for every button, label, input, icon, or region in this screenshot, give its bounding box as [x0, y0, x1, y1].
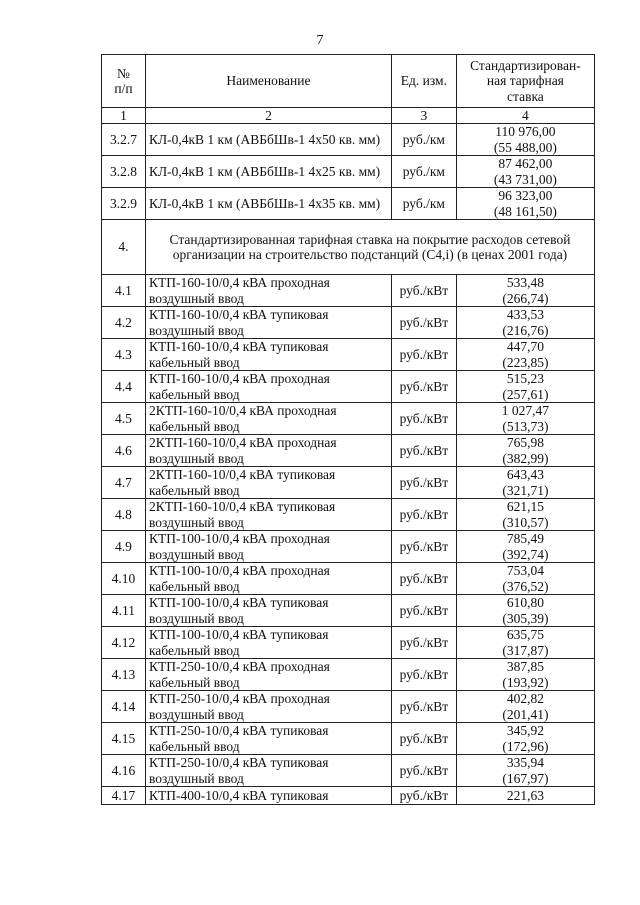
row-number: 4.8 — [102, 499, 146, 531]
row-name: КТП-250-10/0,4 кВА проходная кабельный ввод — [145, 659, 391, 691]
rate-value: 335,94 — [506, 755, 544, 770]
rate-value-sub: (310,57) — [502, 514, 549, 530]
rate-cell — [456, 188, 594, 220]
rate-cell — [456, 124, 594, 156]
header-rate: Стандартизирован- ная тарифная ставка — [456, 55, 594, 108]
row-unit: руб./км — [391, 156, 456, 188]
table-header-row — [102, 55, 595, 108]
row-name: КТП-250-10/0,4 кВА проходная воздушный ввод — [145, 691, 391, 723]
row-unit: руб./км — [391, 124, 456, 156]
row-unit: руб./кВт — [391, 467, 456, 499]
rate-value: 753,04 — [506, 563, 544, 578]
row-number: 3.2.7 — [102, 124, 146, 156]
row-name: КЛ-0,4кВ 1 км (АВБбШв-1 4х50 кв. мм) — [145, 124, 391, 156]
row-unit: руб./кВт — [391, 755, 456, 787]
section-number: 4. — [102, 220, 146, 275]
rate-cell — [456, 339, 594, 371]
rate-cell — [456, 467, 594, 499]
table-row — [102, 691, 595, 723]
rate-value-sub: (201,41) — [502, 706, 549, 722]
rate-value-sub: (172,96) — [502, 738, 549, 754]
row-name: КТП-160-10/0,4 кВА проходная кабельный ввод — [145, 371, 391, 403]
table-row — [102, 723, 595, 755]
row-number: 4.9 — [102, 531, 146, 563]
rate-cell — [456, 156, 594, 188]
row-name: КТП-250-10/0,4 кВА тупиковая кабельный ввод — [145, 723, 391, 755]
rate-cell — [456, 659, 594, 691]
rate-cell — [456, 307, 594, 339]
table-row — [102, 595, 595, 627]
table-row — [102, 755, 595, 787]
rate-value-sub: (392,74) — [502, 546, 549, 562]
row-unit: руб./кВт — [391, 595, 456, 627]
row-unit: руб./кВт — [391, 659, 456, 691]
row-unit: руб./кВт — [391, 339, 456, 371]
row-unit: руб./кВт — [391, 723, 456, 755]
header-unit: Ед. изм. — [391, 55, 456, 108]
rate-value-sub: (55 488,00) — [493, 139, 557, 155]
row-number: 4.4 — [102, 371, 146, 403]
row-unit: руб./кВт — [391, 691, 456, 723]
rate-value-sub: (257,61) — [502, 386, 549, 402]
rate-value: 110 976,00 — [495, 124, 556, 139]
header-name: Наименование — [145, 55, 391, 108]
column-index: 3 — [391, 108, 456, 124]
row-unit: руб./кВт — [391, 371, 456, 403]
row-name: 2КТП-160-10/0,4 кВА тупиковая воздушный ввод — [145, 499, 391, 531]
rate-cell — [456, 499, 594, 531]
row-name: 2КТП-160-10/0,4 кВА проходная воздушный ввод — [145, 435, 391, 467]
column-index: 2 — [145, 108, 391, 124]
rate-value-sub: (193,92) — [502, 674, 549, 690]
table-row — [102, 659, 595, 691]
row-number: 4.10 — [102, 563, 146, 595]
rate-cell — [456, 723, 594, 755]
row-unit: руб./кВт — [391, 627, 456, 659]
rate-value: 635,75 — [506, 627, 544, 642]
rate-value-sub: (317,87) — [502, 642, 549, 658]
rate-value-sub: (321,71) — [502, 482, 549, 498]
rate-value-sub: (376,52) — [502, 578, 549, 594]
row-unit: руб./кВт — [391, 435, 456, 467]
rate-value: 765,98 — [506, 435, 544, 450]
table-row — [102, 188, 595, 220]
rate-value: 433,53 — [506, 307, 544, 322]
table-row — [102, 124, 595, 156]
row-name: КТП-160-10/0,4 кВА тупиковая кабельный ввод — [145, 339, 391, 371]
row-unit: руб./кВт — [391, 275, 456, 307]
rate-cell — [456, 595, 594, 627]
row-unit: руб./кВт — [391, 531, 456, 563]
rate-value: 402,82 — [506, 691, 544, 706]
section-title: Стандартизированная тарифная ставка на покрытие расходов сетевой организации на строительство подстанций (С4,i) (в ценах 2001 года) — [145, 220, 594, 275]
row-number: 4.3 — [102, 339, 146, 371]
rate-cell — [456, 691, 594, 723]
column-index-row — [102, 108, 595, 124]
row-number: 4.12 — [102, 627, 146, 659]
rate-value-sub: (223,85) — [502, 354, 549, 370]
rate-value: 643,43 — [506, 467, 544, 482]
row-name: КТП-160-10/0,4 кВА проходная воздушный ввод — [145, 275, 391, 307]
row-name: КТП-100-10/0,4 кВА тупиковая воздушный ввод — [145, 595, 391, 627]
rate-value: 610,80 — [506, 595, 544, 610]
rate-value-sub: (266,74) — [502, 290, 549, 306]
row-name: 2КТП-160-10/0,4 кВА проходная кабельный ввод — [145, 403, 391, 435]
rate-value-sub: (43 731,00) — [493, 171, 557, 187]
rate-cell — [456, 371, 594, 403]
row-number: 4.7 — [102, 467, 146, 499]
row-number: 4.1 — [102, 275, 146, 307]
table-row — [102, 627, 595, 659]
table-row — [102, 307, 595, 339]
table-row — [102, 563, 595, 595]
row-unit: руб./кВт — [391, 499, 456, 531]
column-index: 4 — [456, 108, 594, 124]
table-row — [102, 339, 595, 371]
rate-cell — [456, 563, 594, 595]
section-row — [102, 220, 595, 275]
rate-value: 96 323,00 — [498, 188, 553, 203]
tariff-table — [101, 54, 595, 805]
rate-cell — [456, 787, 594, 805]
table-row — [102, 371, 595, 403]
rate-value: 533,48 — [506, 275, 544, 290]
row-number: 3.2.8 — [102, 156, 146, 188]
column-index: 1 — [102, 108, 146, 124]
rate-value: 621,15 — [506, 499, 544, 514]
row-name: КТП-400-10/0,4 кВА тупиковая — [145, 787, 391, 805]
row-number: 4.13 — [102, 659, 146, 691]
rate-cell — [456, 435, 594, 467]
table-row — [102, 499, 595, 531]
row-number: 4.17 — [102, 787, 146, 805]
rate-cell — [456, 275, 594, 307]
table-row — [102, 275, 595, 307]
table-row — [102, 467, 595, 499]
row-name: 2КТП-160-10/0,4 кВА тупиковая кабельный ввод — [145, 467, 391, 499]
row-number: 4.6 — [102, 435, 146, 467]
row-number: 4.5 — [102, 403, 146, 435]
row-name: КТП-100-10/0,4 кВА проходная воздушный ввод — [145, 531, 391, 563]
table-row — [102, 403, 595, 435]
rate-value: 515,23 — [506, 371, 544, 386]
row-unit: руб./кВт — [391, 563, 456, 595]
rate-value: 1 027,47 — [501, 403, 550, 418]
header-num: № п/п — [102, 55, 146, 108]
rate-value-sub: (48 161,50) — [493, 203, 557, 219]
rate-value: 785,49 — [506, 531, 544, 546]
row-number: 4.15 — [102, 723, 146, 755]
row-unit: руб./кВт — [391, 403, 456, 435]
row-name: КТП-100-10/0,4 кВА тупиковая кабельный ввод — [145, 627, 391, 659]
table-row — [102, 531, 595, 563]
rate-value: 387,85 — [506, 659, 544, 674]
row-unit: руб./кВт — [391, 787, 456, 805]
rate-value: 221,63 — [506, 787, 544, 803]
page-number: 7 — [316, 33, 324, 48]
table-row — [102, 435, 595, 467]
row-unit: руб./кВт — [391, 307, 456, 339]
rate-value: 447,70 — [506, 339, 544, 354]
row-number: 4.14 — [102, 691, 146, 723]
row-number: 4.11 — [102, 595, 146, 627]
row-name: КЛ-0,4кВ 1 км (АВБбШв-1 4х25 кв. мм) — [145, 156, 391, 188]
row-name: КЛ-0,4кВ 1 км (АВБбШв-1 4х35 кв. мм) — [145, 188, 391, 220]
rate-value: 87 462,00 — [498, 156, 553, 171]
rate-value: 345,92 — [506, 723, 544, 738]
rate-cell — [456, 403, 594, 435]
rate-cell — [456, 531, 594, 563]
rate-cell — [456, 627, 594, 659]
row-unit: руб./км — [391, 188, 456, 220]
rate-cell — [456, 755, 594, 787]
rate-value-sub: (513,73) — [502, 418, 549, 434]
rate-value-sub: (382,99) — [502, 450, 549, 466]
row-number: 4.16 — [102, 755, 146, 787]
row-name: КТП-160-10/0,4 кВА тупиковая воздушный ввод — [145, 307, 391, 339]
rate-value-sub: (305,39) — [502, 610, 549, 626]
rate-value-sub: (167,97) — [502, 770, 549, 786]
table-row — [102, 156, 595, 188]
row-number: 3.2.9 — [102, 188, 146, 220]
row-name: КТП-100-10/0,4 кВА проходная кабельный ввод — [145, 563, 391, 595]
table-row — [102, 787, 595, 805]
row-name: КТП-250-10/0,4 кВА тупиковая воздушный ввод — [145, 755, 391, 787]
rate-value-sub: (216,76) — [502, 322, 549, 338]
row-number: 4.2 — [102, 307, 146, 339]
